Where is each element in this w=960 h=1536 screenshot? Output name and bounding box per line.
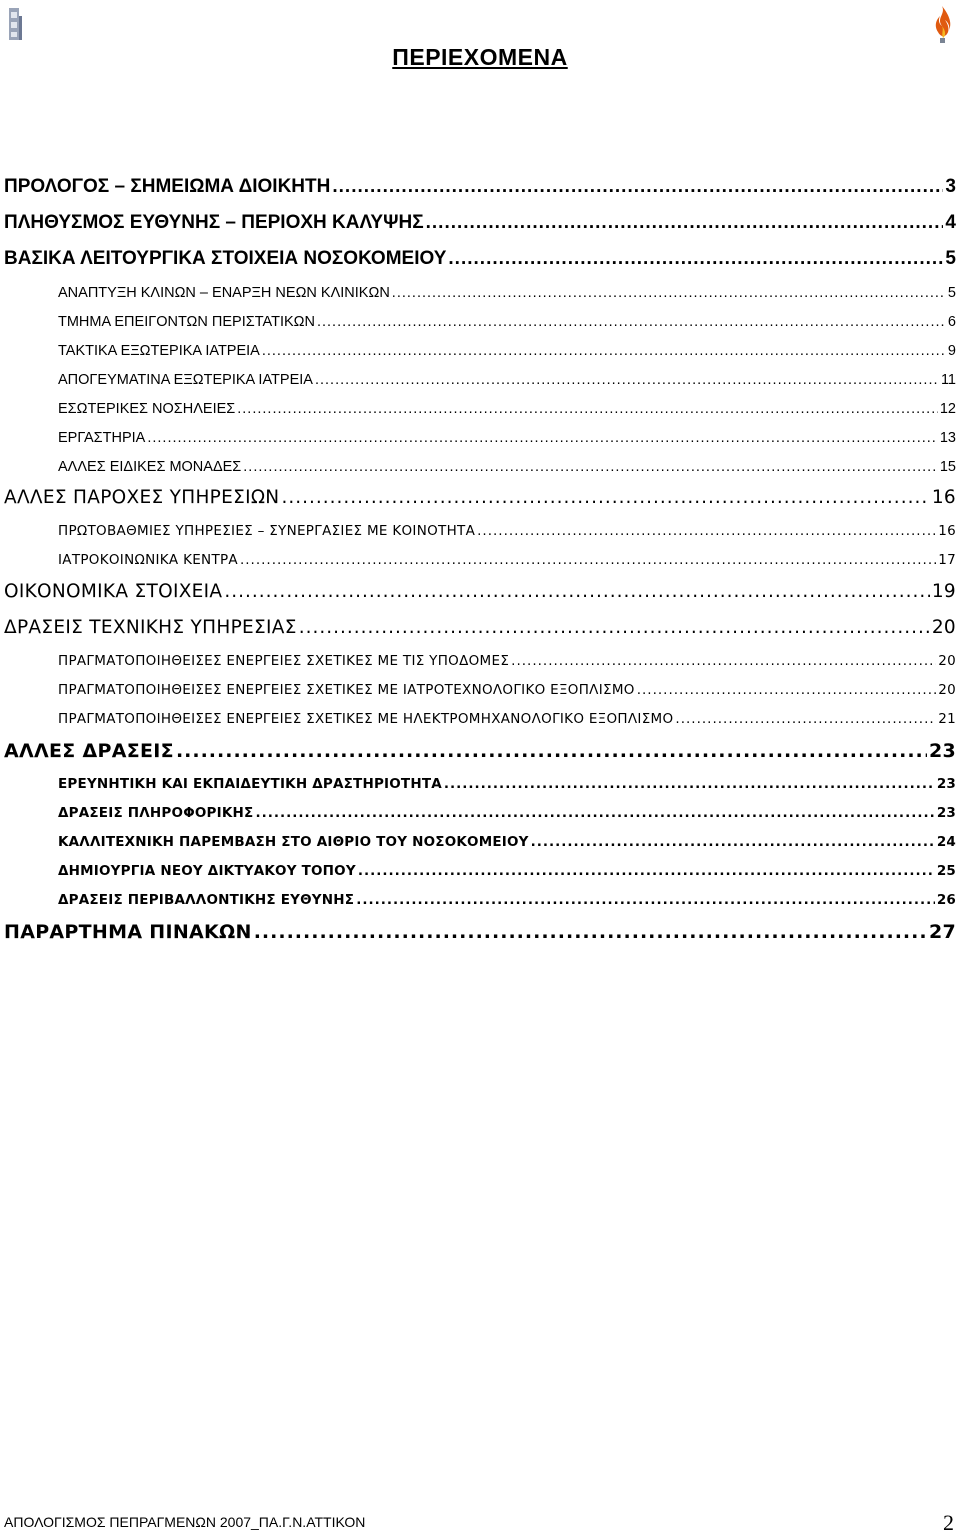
toc-entry-label: ΕΡΕΥΝΗΤΙΚΗ ΚΑΙ ΕΚΠΑΙΔΕΥΤΙΚΗ ΔΡΑΣΤΗΡΙΟΤΗΤΑ: [58, 776, 442, 792]
toc-entry-page: 23: [936, 776, 956, 792]
toc-entry-label: ΔΗΜΙΟΥΡΓΙΑ ΝΕΟΥ ΔΙΚΤΥΑΚΟΥ ΤΟΠΟΥ: [58, 863, 356, 879]
toc-entry-label: ΕΡΓΑΣΤΗΡΙΑ: [58, 430, 146, 446]
toc-leader-dots: [315, 372, 939, 388]
toc-subentry[interactable]: [58, 343, 956, 359]
toc-leader-dots: [262, 343, 946, 359]
page-number: 2: [943, 1510, 954, 1535]
toc-leader-dots: [511, 653, 936, 669]
toc-subentry[interactable]: [58, 459, 956, 475]
toc-leader-dots: [317, 314, 946, 330]
toc-leader-dots: [147, 430, 938, 446]
toc-entry[interactable]: [4, 487, 956, 508]
toc-subentry[interactable]: [58, 805, 956, 821]
toc-entry-label: ΒΑΣΙΚΑ ΛΕΙΤΟΥΡΓΙΚΑ ΣΤΟΙΧΕΙΑ ΝΟΣΟΚΟΜΕΙΟΥ: [4, 248, 447, 269]
toc-entry-label: ΚΑΛΛΙΤΕΧΝΙΚΗ ΠΑΡΕΜΒΑΣΗ ΣΤΟ ΑΙΘΡΙΟ ΤΟΥ ΝΟΣΟΚΟΜΕΙΟΥ: [58, 834, 529, 850]
toc-entry-label: ΙΑΤΡΟΚΟΙΝΩΝΙΚΑ ΚΕΝΤΡΑ: [58, 552, 238, 568]
toc-subentry[interactable]: [58, 552, 956, 568]
toc-leader-dots: [224, 581, 929, 602]
toc-leader-dots: [254, 921, 927, 943]
toc-subentry[interactable]: [58, 653, 956, 669]
toc-entry-page: 15: [939, 459, 956, 475]
toc-entry-label: ΔΡΑΣΕΙΣ ΤΕΧΝΙΚΗΣ ΥΠΗΡΕΣΙΑΣ: [4, 617, 297, 638]
toc-entry[interactable]: [4, 740, 956, 762]
toc-entry-label: ΟΙΚΟΝΟΜΙΚΑ ΣΤΟΙΧΕΙΑ: [4, 581, 223, 602]
toc-entry-label: ΕΣΩΤΕΡΙΚΕΣ ΝΟΣΗΛΕΙΕΣ: [58, 401, 236, 417]
toc-subentry[interactable]: [58, 523, 956, 539]
toc-subentry[interactable]: [58, 401, 956, 417]
toc-leader-dots: [444, 776, 935, 792]
toc-subentry[interactable]: [58, 863, 956, 879]
toc-entry[interactable]: [4, 617, 956, 638]
toc-leader-dots: [281, 487, 929, 508]
toc-leader-dots: [332, 176, 943, 198]
toc-entry-page: 20: [938, 653, 956, 669]
toc-leader-dots: [358, 863, 935, 879]
toc-leader-dots: [255, 805, 934, 821]
toc-entry-page: 26: [936, 892, 956, 908]
toc-entry-page: 4: [945, 212, 956, 233]
toc-entry-page: 9: [947, 343, 956, 359]
toc-entry-label: ΠΡΩΤΟΒΑΘΜΙΕΣ ΥΠΗΡΕΣΙΕΣ – ΣΥΝΕΡΓΑΣΙΕΣ ΜΕ ΚΟΙΝΟΤΗΤΑ: [58, 523, 476, 539]
toc-entry-page: 27: [928, 921, 956, 943]
toc-leader-dots: [176, 740, 927, 762]
toc-entry-page: 11: [940, 372, 956, 388]
toc-entry-page: 17: [938, 552, 956, 568]
toc-entry[interactable]: [4, 921, 956, 943]
toc-entry-page: 16: [938, 523, 956, 539]
toc-entry-page: 21: [938, 711, 956, 727]
toc-leader-dots: [448, 248, 943, 270]
toc-entry-page: 12: [939, 401, 956, 417]
toc-leader-dots: [243, 459, 938, 475]
toc-entry-page: 5: [945, 248, 956, 269]
toc-entry-label: ΠΡΑΓΜΑΤΟΠΟΙΗΘΕΙΣΕΣ ΕΝΕΡΓΕΙΕΣ ΣΧΕΤΙΚΕΣ ΜΕ ΗΛΕΚΤΡΟΜΗΧΑΝΟΛΟΓΙΚΟ ΕΞΟΠΛΙΣΜΟ: [58, 711, 674, 727]
toc-entry-page: 5: [947, 285, 956, 301]
toc-leader-dots: [637, 682, 937, 698]
toc-entry-label: ΑΛΛΕΣ ΠΑΡΟΧΕΣ ΥΠΗΡΕΣΙΩΝ: [4, 487, 280, 508]
toc-entry-label: ΑΛΛΕΣ ΕΙΔΙΚΕΣ ΜΟΝΑΔΕΣ: [58, 459, 242, 475]
toc-leader-dots: [477, 523, 936, 539]
toc-subentry[interactable]: [58, 682, 956, 698]
toc-entry-page: 6: [947, 314, 956, 330]
page-title: ΠΕΡΙΕΧΟΜΕΝΑ: [392, 44, 568, 70]
toc-entry-label: ΤΜΗΜΑ ΕΠΕΙΓΟΝΤΩΝ ΠΕΡΙΣΤΑΤΙΚΩΝ: [58, 314, 315, 330]
toc-leader-dots: [356, 892, 935, 908]
toc-subentry[interactable]: [58, 892, 956, 908]
toc-entry[interactable]: [4, 212, 956, 234]
page-footer: ΑΠΟΛΟΓΙΣΜΟΣ ΠΕΠΡΑΓΜΕΝΩΝ 2007_ΠΑ.Γ.Ν.ΑΤΤΙΚΟΝ: [4, 1514, 366, 1530]
toc-leader-dots: [675, 711, 936, 727]
toc-entry-page: 13: [939, 430, 956, 446]
toc-entry-label: ΠΛΗΘΥΣΜΟΣ ΕΥΘΥΝΗΣ – ΠΕΡΙΟΧΗ ΚΑΛΥΨΗΣ: [4, 212, 424, 233]
toc-entry-page: 23: [936, 805, 956, 821]
toc-subentry[interactable]: [58, 314, 956, 330]
toc-entry[interactable]: [4, 176, 956, 198]
toc-subentry[interactable]: [58, 834, 956, 850]
toc-entry-label: ΤΑΚΤΙΚΑ ΕΞΩΤΕΡΙΚΑ ΙΑΤΡΕΙΑ: [58, 343, 260, 359]
toc-leader-dots: [237, 401, 938, 417]
toc-entry-label: ΠΡΟΛΟΓΟΣ – ΣΗΜΕΙΩΜΑ ΔΙΟΙΚΗΤΗ: [4, 176, 331, 197]
toc-subentry[interactable]: [58, 372, 956, 388]
toc-entry-label: ΠΑΡΑΡΤΗΜΑ ΠΙΝΑΚΩΝ: [4, 921, 252, 943]
toc-leader-dots: [426, 212, 944, 234]
toc-entry-page: 3: [945, 176, 956, 197]
toc-entry-label: ΔΡΑΣΕΙΣ ΠΛΗΡΟΦΟΡΙΚΗΣ: [58, 805, 254, 821]
toc-entry-page: 23: [928, 740, 956, 762]
toc-leader-dots: [240, 552, 936, 568]
toc-leader-dots: [531, 834, 935, 850]
toc-subentry[interactable]: [58, 285, 956, 301]
toc-entry-label: ΑΠΟΓΕΥΜΑΤΙΝΑ ΕΞΩΤΕΡΙΚΑ ΙΑΤΡΕΙΑ: [58, 372, 313, 388]
toc-entry-label: ΔΡΑΣΕΙΣ ΠΕΡΙΒΑΛΛΟΝΤΙΚΗΣ ΕΥΘΥΝΗΣ: [58, 892, 355, 908]
toc-subentry[interactable]: [58, 776, 956, 792]
toc-subentry[interactable]: [58, 711, 956, 727]
toc-entry-label: ΠΡΑΓΜΑΤΟΠΟΙΗΘΕΙΣΕΣ ΕΝΕΡΓΕΙΕΣ ΣΧΕΤΙΚΕΣ ΜΕ ΤΙΣ ΥΠΟΔΟΜΕΣ: [58, 653, 510, 669]
toc-subentry[interactable]: [58, 430, 956, 446]
toc-entry-page: 16: [931, 487, 956, 508]
toc-entry-label: ΑΛΛΕΣ ΔΡΑΣΕΙΣ: [4, 740, 174, 762]
toc-leader-dots: [392, 285, 946, 301]
toc-entry-label: ΑΝΑΠΤΥΞΗ ΚΛΙΝΩΝ – ΕΝΑΡΞΗ ΝΕΩΝ ΚΛΙΝΙΚΩΝ: [58, 285, 390, 301]
toc-entry[interactable]: [4, 248, 956, 270]
toc-entry-page: 19: [931, 581, 956, 602]
toc-entry-page: 25: [936, 863, 956, 879]
toc-entry-page: 20: [938, 682, 956, 698]
toc-entry-label: ΠΡΑΓΜΑΤΟΠΟΙΗΘΕΙΣΕΣ ΕΝΕΡΓΕΙΕΣ ΣΧΕΤΙΚΕΣ ΜΕ ΙΑΤΡΟΤΕΧΝΟΛΟΓΙΚΟ ΕΞΟΠΛΙΣΜΟ: [58, 682, 635, 698]
toc-entry[interactable]: [4, 581, 956, 602]
toc-leader-dots: [299, 617, 930, 638]
toc-entry-page: 24: [936, 834, 956, 850]
toc-entry-page: 20: [931, 617, 956, 638]
